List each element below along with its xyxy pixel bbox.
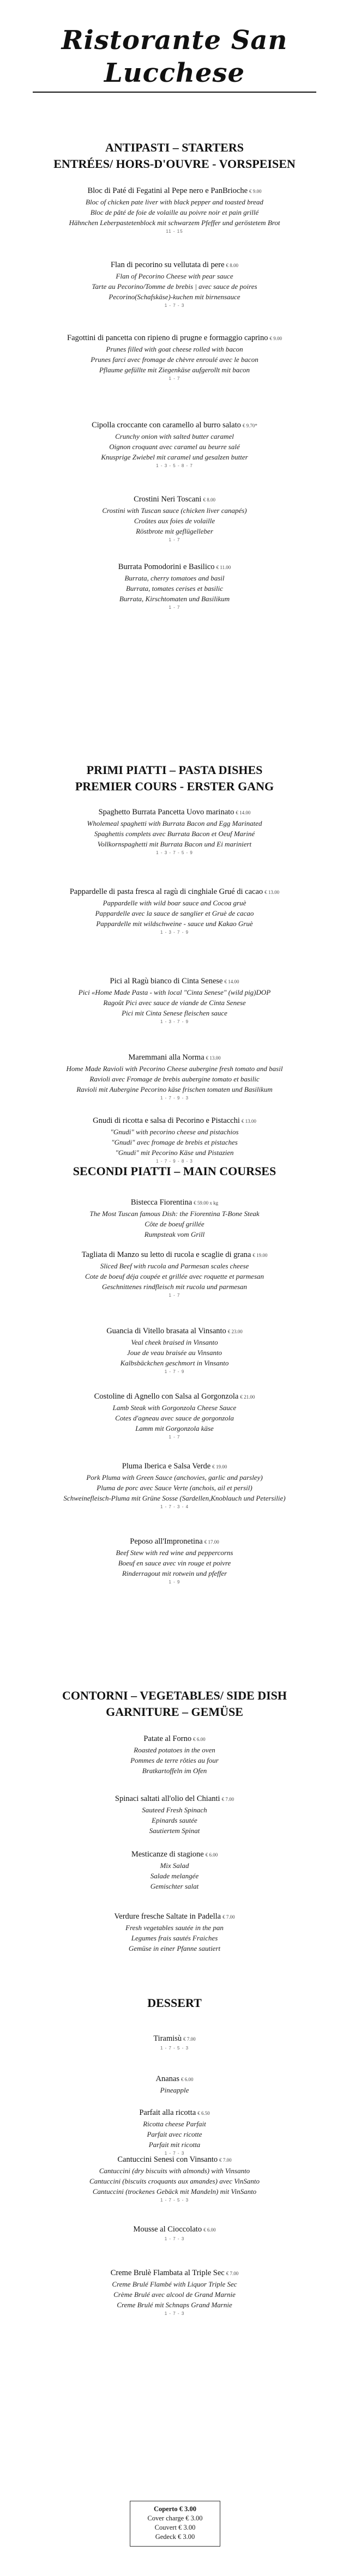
allergen-codes: 1 - 3 - 7 - 9: [160, 1019, 189, 1024]
menu-item-name: Peposo all'Impronetina: [130, 1537, 203, 1546]
menu-item-name: Pluma Iberica e Salsa Verde: [122, 1462, 211, 1471]
menu-item: [22, 332, 327, 383]
menu-item-translation: Crème Brulé avec alcool de Grand Marnie: [113, 2290, 236, 2299]
menu-item: [22, 1849, 327, 1891]
menu-item-translation: Röstbrote mit geflügelleber: [136, 527, 213, 535]
menu-item: [22, 259, 327, 310]
menu-item-translation: "Gnudi" with pecorino cheese and pistachios: [110, 1128, 239, 1136]
menu-item-translation: The Most Tuscan famous Dish: the Fiorentina T-Bone Steak: [89, 1210, 260, 1218]
menu-item-name: Cantuccini Senesi con Vinsanto: [117, 2155, 218, 2164]
menu-item-price: € 6.50: [197, 2111, 210, 2116]
menu-item-name: Maremmani alla Norma: [128, 1053, 204, 1062]
menu-item-price: € 14.00: [236, 810, 251, 815]
menu-item-translation: Pici «Home Made Pasta - with local "Cinta Senese" (wild pig)DOP: [78, 988, 271, 996]
menu-item-name-row: [22, 2154, 327, 2166]
menu-item-translation: "Gnudi" avec fromage de brebis et pistaches: [111, 1138, 238, 1146]
menu-item-translation: Côte de boeuf grillée: [145, 1220, 204, 1228]
allergen-codes: 1 - 3 - 7 - 5 - 9: [156, 850, 193, 855]
menu-item-translation: Crunchy onion with salted butter caramel: [115, 432, 234, 440]
menu-item-name: Flan di pecorino su vellutata di pere: [110, 261, 225, 269]
menu-item-name-row: [22, 1536, 327, 1547]
menu-item-name-row: [22, 1326, 327, 1337]
allergen-codes: 1 - 7: [169, 537, 180, 542]
menu-item-translation: Roasted potatoes in the oven: [134, 1746, 215, 1754]
allergen-codes: 1 - 7: [169, 1293, 180, 1298]
menu-item-translation: Gemüse in einer Pfanne sautiert: [128, 1944, 221, 1952]
menu-item-name-row: [22, 807, 327, 818]
menu-item-translation: Lamb Steak with Gorgonzola Cheese Sauce: [112, 1404, 237, 1412]
coperto-line: Coperto € 3.00: [153, 2505, 197, 2513]
menu-item: [22, 1733, 327, 1776]
logo-underline: [33, 92, 316, 93]
menu-item: [22, 2073, 327, 2095]
menu-item-price: € 17.00: [204, 1539, 219, 1545]
menu-item-translation: Wholemeal spaghetti with Burrata Bacon and Egg Marinated: [87, 819, 262, 827]
menu-item-translation: Rinderragout mit rotwein und pfeffer: [122, 1569, 227, 1577]
menu-item-translation: Burrata, tomates cerises et basilic: [125, 584, 223, 592]
menu-item-price: € 6.00: [203, 2227, 216, 2233]
menu-item: [22, 1461, 327, 1511]
menu-item-translation: Cantuccini (biscuits croquants aux amandes) avec VinSanto: [89, 2177, 260, 2185]
menu-item-translation: "Gnudi" mit Pecorino Käse und Pistazien: [115, 1148, 234, 1157]
menu-item-translation: Creme Brulé Flambé with Liquor Triple Sec: [112, 2280, 237, 2288]
menu-item-translation: Kalbsbäckchen geschmort in Vinsanto: [120, 1359, 229, 1367]
menu-item: [22, 807, 327, 857]
menu-item-name-row: [22, 1793, 327, 1805]
coperto-box: [130, 2501, 220, 2547]
menu-item-translation: Prunes farci avec fromage de chèvre enroulé avec le bacon: [91, 355, 258, 364]
menu-item: [22, 1197, 327, 1239]
allergen-codes: 1 - 3 - 7 - 9: [160, 930, 189, 935]
menu-item-translation: Fresh vegetables sautée in the pan: [125, 1924, 224, 1932]
menu-item-name-row: [22, 561, 327, 573]
menu-item-translation: Croûtes aux foies de volaille: [134, 517, 215, 525]
menu-item-price: € 19.00: [212, 1464, 227, 1470]
menu-item-name: Verdure fresche Saltate in Padella: [114, 1912, 221, 1921]
allergen-codes: 1 - 7 - 5 - 3: [160, 2046, 189, 2051]
menu-item-translation: Burrata, Kirschtomaten und Basilikum: [119, 595, 230, 603]
menu-item: [22, 420, 327, 470]
menu-item-name: Ananas: [155, 2075, 179, 2083]
menu-item: [22, 494, 327, 544]
menu-item-name-row: [22, 1733, 327, 1745]
menu-item-price: € 23.00: [227, 1329, 243, 1334]
menu-item: [22, 1249, 327, 1299]
menu-item-translation: Sauteed Fresh Spinach: [142, 1806, 207, 1814]
menu-item-name: Fagottini di pancetta con ripieno di prugne e formaggio caprino: [67, 334, 268, 342]
menu-item-name-row: [22, 2107, 327, 2119]
menu-item-name: Pappardelle di pasta fresca al ragù di cinghiale Grué di cacao: [69, 887, 263, 896]
allergen-codes: 1 - 7: [169, 605, 180, 610]
menu-item-price: € 19.00: [252, 1253, 268, 1258]
menu-item-name-row: [22, 185, 327, 197]
menu-item-translation: Schweinefleisch-Pluma mit Grüne Sosse (Sardellen,Knoblauch und Petersilie): [63, 1494, 286, 1502]
menu-item-name: Mesticanze di stagione: [131, 1850, 204, 1859]
menu-item-translation: Pork Pluma with Green Sauce (anchovies, garlic and parsley): [86, 1473, 263, 1481]
menu-item-translation: Oignon croquant avec caramel au beurre salé: [109, 443, 240, 451]
menu-item-translation: Flan of Pecorino Cheese with pear sauce: [116, 272, 233, 280]
section-title-line: PREMIER COURS - ERSTER GANG: [75, 779, 274, 793]
menu-item-price: € 7.00: [222, 1914, 235, 1920]
menu-item-translation: Prunes filled with goat cheese rolled with bacon: [106, 345, 243, 353]
menu-item-name: Guancia di Vitello brasata al Vinsanto: [106, 1327, 226, 1335]
section-title-line: PRIMI PIATTI – PASTA DISHES: [86, 763, 263, 777]
menu-item-name-row: [22, 2033, 327, 2045]
menu-item-translation: Ravioli avec Fromage de brebis aubergine tomato et basilic: [89, 1075, 260, 1083]
menu-item-translation: Epinards sautée: [152, 1816, 197, 1824]
coperto-line: Couvert € 3.00: [154, 2524, 196, 2531]
allergen-codes: 1 - 7 - 3: [164, 2311, 185, 2316]
menu-item-translation: Pici mit Cinta Senese fleischen sauce: [122, 1009, 227, 1017]
menu-item: [22, 976, 327, 1026]
allergen-codes: 1 - 7 - 3: [164, 2151, 185, 2156]
menu-item-translation: Cantuccini (trockenes Gebäck mit Mandeln) mit VinSanto: [92, 2187, 257, 2196]
menu-item-translation: Pappardelle avec la sauce de sanglier et Gruè de cacao: [95, 909, 254, 917]
menu-item: [22, 1391, 327, 1441]
menu-item-translation: Mix Salad: [160, 1861, 189, 1870]
menu-item: [22, 185, 327, 235]
allergen-codes: 1 - 7 - 3: [164, 2236, 185, 2241]
menu-item-translation: Creme Brulé mit Schnaps Grand Marnie: [117, 2301, 232, 2309]
menu-item-name: Costoline di Agnello con Salsa al Gorgonzola: [94, 1392, 239, 1401]
menu-item-name-row: [22, 1461, 327, 1472]
menu-item: [22, 1115, 327, 1165]
menu-item-translation: Bratkartoffeln im Ofen: [142, 1767, 207, 1775]
menu-item-price: € 59.00 x kg: [194, 1200, 219, 1206]
menu-item: [22, 1536, 327, 1586]
coperto-line: Cover charge € 3.00: [147, 2514, 203, 2522]
section-title-dessert: [0, 1995, 349, 2011]
section-title-secondi: [0, 1163, 349, 1180]
menu-item-price: € 8.00: [226, 263, 239, 268]
menu-item-translation: Cantuccini (dry biscuits with almonds) with Vinsanto: [99, 2167, 250, 2175]
menu-item-price: € 8.00: [203, 497, 215, 503]
allergen-codes: 1 - 3 - 5 - 8 - 7: [156, 463, 193, 468]
menu-item-translation: Crostini with Tuscan sauce (chicken liver canapés): [102, 506, 247, 515]
menu-item-translation: Lamm mit Gorgonzola käse: [135, 1424, 214, 1432]
restaurant-logo: Ristorante San Lucchese: [61, 25, 288, 88]
menu-item-translation: Sautiertem Spinat: [149, 1827, 200, 1835]
menu-item-translation: Beef Stew with red wine and peppercorns: [116, 1549, 233, 1557]
coperto-line: Gedeck € 3.00: [155, 2533, 195, 2541]
menu-item-translation: Boeuf en sauce avec vin rouge et poivre: [118, 1559, 231, 1567]
allergen-codes: 1 - 7: [169, 376, 180, 381]
menu-item: [22, 2033, 327, 2052]
menu-item-name-row: [22, 494, 327, 505]
menu-item-price: € 13.00: [206, 1055, 221, 1061]
menu-item-translation: Vollkornspaghetti mit Burrata Bacon und Ei mariniert: [97, 840, 252, 848]
menu-item-translation: Veal cheek braised in Vinsanto: [131, 1338, 218, 1346]
allergen-codes: 1 - 7 - 9 - 8 - 3: [156, 1159, 193, 1164]
menu-item-translation: Salade melangée: [150, 1872, 199, 1880]
section-title-contorni: [0, 1688, 349, 1720]
menu-item-name-row: [22, 1052, 327, 1063]
menu-item-name-row: [22, 2073, 327, 2085]
menu-item: [22, 1911, 327, 1954]
section-title-primi: [0, 762, 349, 795]
section-title-line: DESSERT: [147, 1996, 202, 2010]
menu-item-translation: Parfait mit ricotta: [148, 2140, 201, 2149]
menu-item-name: Cipolla croccante con caramello al burro salato: [92, 421, 241, 430]
menu-item-name-row: [22, 1249, 327, 1261]
menu-item-price: € 7.00: [183, 2036, 196, 2042]
menu-item-translation: Cotes d'agneau avec sauce de gorgonzola: [115, 1414, 234, 1422]
menu-item-translation: Parfait avec ricotte: [147, 2130, 202, 2138]
menu-item-name-row: [22, 1391, 327, 1402]
menu-item-price: € 11.00: [216, 565, 231, 570]
menu-item-price: € 9.00: [269, 336, 282, 341]
menu-item-translation: Pineapple: [160, 2086, 189, 2094]
menu-item-translation: Joue de veau braisée au Vinsanto: [127, 1349, 222, 1357]
menu-item-name-row: [22, 2267, 327, 2279]
menu-item-price: € 6.00: [205, 1852, 218, 1858]
menu-item-name: Crostini Neri Toscani: [134, 495, 202, 504]
menu-item-translation: Pflaume gefüllte mit Ziegenkäse aufgerollt mit bacon: [99, 366, 250, 374]
menu-item-name: Bloc di Paté di Fegatini al Pepe nero e PanBrioche: [87, 186, 248, 195]
menu-item-price: € 6.00: [193, 1737, 206, 1742]
menu-item-translation: Geschnittenes rindfleisch mit rucola und parmesan: [101, 1283, 248, 1291]
menu-item-translation: Cote de boeuf déja coupée et grillée avec roquette et parmesan: [85, 1272, 264, 1280]
menu-item-translation: Ravioli mit Aubergine Pecorino käse frischen tomaten und Basilikum: [76, 1085, 273, 1093]
menu-item-translation: Rumpsteak vom Grill: [144, 1230, 205, 1238]
menu-item-name: Mousse al Cioccolato: [133, 2225, 202, 2234]
menu-item-translation: Pappardelle with wild boar sauce and Cocoa gruè: [103, 899, 246, 907]
menu-item-name-row: [22, 886, 327, 898]
allergen-codes: 1 - 7 - 3 - 4: [160, 1504, 189, 1509]
menu-item-price: € 7.00: [226, 2271, 239, 2276]
menu-item-translation: Hähnchen Leberpastetenblock mit schwarzem Pfeffer und geröstetem Brot: [69, 219, 280, 227]
menu-item-name-row: [22, 420, 327, 431]
menu-item-name-row: [22, 1911, 327, 1922]
menu-item: [22, 1052, 327, 1102]
menu-item-name-row: [22, 332, 327, 344]
menu-item: [22, 2107, 327, 2157]
menu-item-translation: Tarte au Pecorino/Tomme de brebis | avec sauce de poires: [92, 282, 257, 291]
menu-item-translation: Pommes de terre rôties au four: [130, 1756, 219, 1764]
menu-item-translation: Burrata, cherry tomatoes and basil: [124, 574, 225, 582]
menu-item-price: € 21.00: [240, 1394, 255, 1400]
menu-item-name: Patate al Forno: [143, 1734, 192, 1743]
menu-item-name-row: [22, 1849, 327, 1860]
menu-item-translation: Pappardelle mit wildschweine - sauce und Kakao Gruè: [96, 920, 253, 928]
menu-item-price: € 7.00: [219, 2157, 232, 2163]
menu-item-name: Spaghetto Burrata Pancetta Uovo marinato: [98, 808, 234, 817]
section-title-line: SECONDI PIATTI – MAIN COURSES: [73, 1164, 276, 1178]
menu-item-translation: Pecorino(Schafskäse)-kuchen mit birnensauce: [109, 293, 240, 301]
menu-item-translation: Gemischter salat: [150, 1882, 199, 1890]
menu-item: [22, 1793, 327, 1836]
allergen-codes: 1 - 7 - 9 - 3: [160, 1096, 189, 1100]
menu-item-name: Burrata Pomodorini e Basilico: [118, 563, 215, 571]
section-title-line: ANTIPASTI – STARTERS: [105, 141, 244, 154]
menu-item: [22, 2267, 327, 2318]
menu-item-name: Parfait alla ricotta: [139, 2108, 196, 2117]
menu-item-name: Pici al Ragù bianco di Cinta Senese: [110, 977, 223, 985]
menu-item: [22, 886, 327, 936]
menu-item-price: € 7.00: [221, 1797, 234, 1802]
menu-item-price: € 13.00: [241, 1118, 256, 1124]
allergen-codes: 1 - 7 - 9: [164, 1369, 185, 1374]
menu-item: [22, 1326, 327, 1376]
menu-item: [22, 2224, 327, 2243]
menu-item-name: Tiramisù: [153, 2034, 182, 2043]
menu-item-translation: Knusprige Zwiebel mit caramel und gesalzen butter: [101, 453, 248, 461]
menu-item-price: € 9.00: [249, 189, 262, 194]
menu-item-translation: Ragoût Pici avec sauce de viande de Cinta Senese: [103, 999, 246, 1007]
menu-item-translation: Home Made Ravioli with Pecorino Cheese aubergine fresh tomato and basil: [66, 1065, 283, 1073]
menu-item-name: Spinaci saltati all'olio del Chianti: [115, 1794, 220, 1803]
menu-item-translation: Bloc of chicken pate liver with black pepper and toasted bread: [86, 198, 263, 206]
menu-item-translation: Bloc de pâté de foie de volaille au poivre noir et pain grillé: [90, 208, 259, 216]
menu-item-name-row: [22, 2224, 327, 2235]
allergen-codes: 1 - 9: [169, 1580, 180, 1585]
menu-item: [22, 561, 327, 612]
menu-item-price: € 6.00: [181, 2077, 194, 2082]
menu-item-translation: Spaghettis complets avec Burrata Bacon et Oeuf Mariné: [94, 830, 255, 838]
menu-item-name-row: [22, 259, 327, 271]
section-title-line: ENTRÉES/ HORS-D'OUVRE - VORSPEISEN: [53, 157, 296, 171]
allergen-codes: 1 - 7 - 3: [164, 303, 185, 308]
menu-item-translation: Sliced Beef with rucola and Parmesan scales cheese: [100, 1262, 249, 1270]
menu-item-translation: Ricotta cheese Parfait: [143, 2120, 206, 2128]
menu-item-name-row: [22, 976, 327, 987]
menu-item-name-row: [22, 1115, 327, 1127]
menu-item-translation: Pluma de porc avec Sauce Verte (anchois, ail et persil): [97, 1484, 252, 1492]
allergen-codes: 11 - 15: [166, 229, 183, 234]
menu-item-name: Gnudi di ricotta e salsa di Pecorino e Pistacchi: [93, 1116, 240, 1125]
allergen-codes: 1 - 7: [169, 1435, 180, 1440]
menu-item-name: Bistecca Fiorentina: [130, 1198, 192, 1207]
menu-item-name: Tagliata di Manzo su letto di rucola e scaglie di grana: [81, 1250, 251, 1259]
section-title-line: CONTORNI – VEGETABLES/ SIDE DISH: [62, 1689, 287, 1702]
menu-item-price: € 14.00: [224, 979, 239, 984]
menu-item-name-row: [22, 1197, 327, 1208]
menu-item: [22, 2154, 327, 2204]
menu-item-price: € 9.70*: [242, 423, 257, 428]
menu-item-price: € 13.00: [264, 890, 280, 895]
section-title-line: GARNITURE – GEMÜSE: [106, 1705, 243, 1719]
menu-item-name: Creme Brulè Flambata al Triple Sec: [110, 2269, 225, 2277]
section-title-antipasti: [0, 140, 349, 172]
menu-item-translation: Legumes frais sautés Fraiches: [131, 1934, 218, 1942]
allergen-codes: 1 - 7 - 5 - 3: [160, 2198, 189, 2203]
